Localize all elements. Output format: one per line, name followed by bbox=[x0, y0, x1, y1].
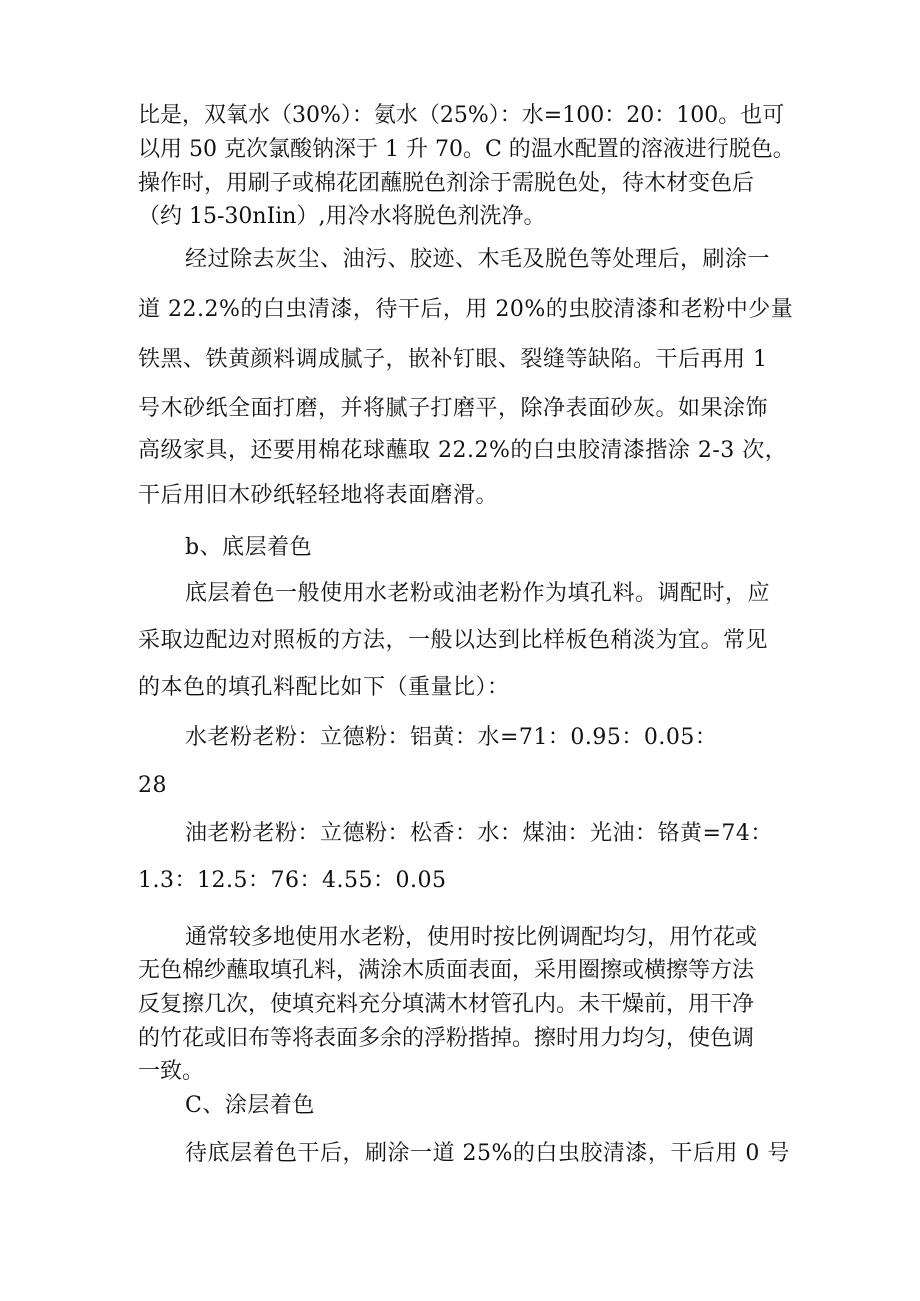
text-line: 的竹花或旧布等将表面多余的浮粉揩掉。擦时用力均匀，使色调 bbox=[138, 1026, 755, 1051]
text-line: 经过除去灰尘、油污、胶迹、木毛及脱色等处理后，刷涂一 bbox=[185, 247, 771, 272]
text-line: 反复擦几次，使填充料充分填满木材管孔内。未干燥前，用干净 bbox=[138, 992, 755, 1017]
text-line: 的本色的填孔料配比如下（重量比）： bbox=[138, 675, 510, 700]
text-line: 底层着色一般使用水老粉或油老粉作为填孔料。调配时，应 bbox=[185, 581, 771, 606]
text-line: 一致。 bbox=[138, 1059, 205, 1084]
heading-coating-coloring: C、涂层着色 bbox=[185, 1093, 315, 1118]
text-line: 铁黑、铁黄颜料调成腻子，嵌补钉眼、裂缝等缺陷。干后再用 1 bbox=[138, 347, 768, 372]
text-line: 干后用旧木砂纸轻轻地将表面磨滑。 bbox=[138, 483, 499, 508]
text-line: 操作时，用刷子或棉花团蘸脱色剂涂于需脱色处，待木材变色后 bbox=[138, 171, 755, 196]
text-line: 28 bbox=[138, 773, 167, 798]
text-line: 道 22.2%的白虫清漆，待干后，用 20%的虫胶清漆和老粉中少量 bbox=[138, 297, 794, 322]
heading-base-coloring: b、底层着色 bbox=[185, 535, 313, 560]
text-line: 号木砂纸全面打磨，并将腻子打磨平，除净表面砂灰。如果涂饰 bbox=[138, 396, 769, 421]
text-line: 1.3：12.5：76：4.55：0.05 bbox=[138, 868, 447, 893]
text-line: 无色棉纱蘸取填孔料，满涂木质面表面，采用圈擦或横擦等方法 bbox=[138, 958, 755, 983]
text-line: 水老粉老粉：立德粉：铝黄：水=71：0.95：0.05： bbox=[185, 725, 718, 750]
text-line: 待底层着色干后，刷涂一道 25%的白虫胶清漆，干后用 0 号 bbox=[185, 1141, 790, 1166]
text-line: 油老粉老粉：立德粉：松香：水：煤油：光油：铬黄=74： bbox=[185, 821, 773, 846]
text-line: 以用 50 克次氯酸钠深于 1 升 70。C 的温水配置的溶液进行脱色。 bbox=[138, 137, 795, 162]
text-line: 采取边配边对照板的方法，一般以达到比样板色稍淡为宜。常见 bbox=[138, 628, 769, 653]
text-line: （约 15-30nIin）,用冷水将脱色剂洗净。 bbox=[138, 204, 546, 229]
text-line: 通常较多地使用水老粉，使用时按比例调配均匀，用竹花或 bbox=[185, 925, 758, 950]
text-line: 高级家具，还要用棉花球蘸取 22.2%的白虫胶清漆揩涂 2-3 次， bbox=[138, 438, 788, 463]
text-line: 比是，双氧水（30%）：氨水（25%）：水=100：20：100。也可 bbox=[138, 103, 785, 128]
